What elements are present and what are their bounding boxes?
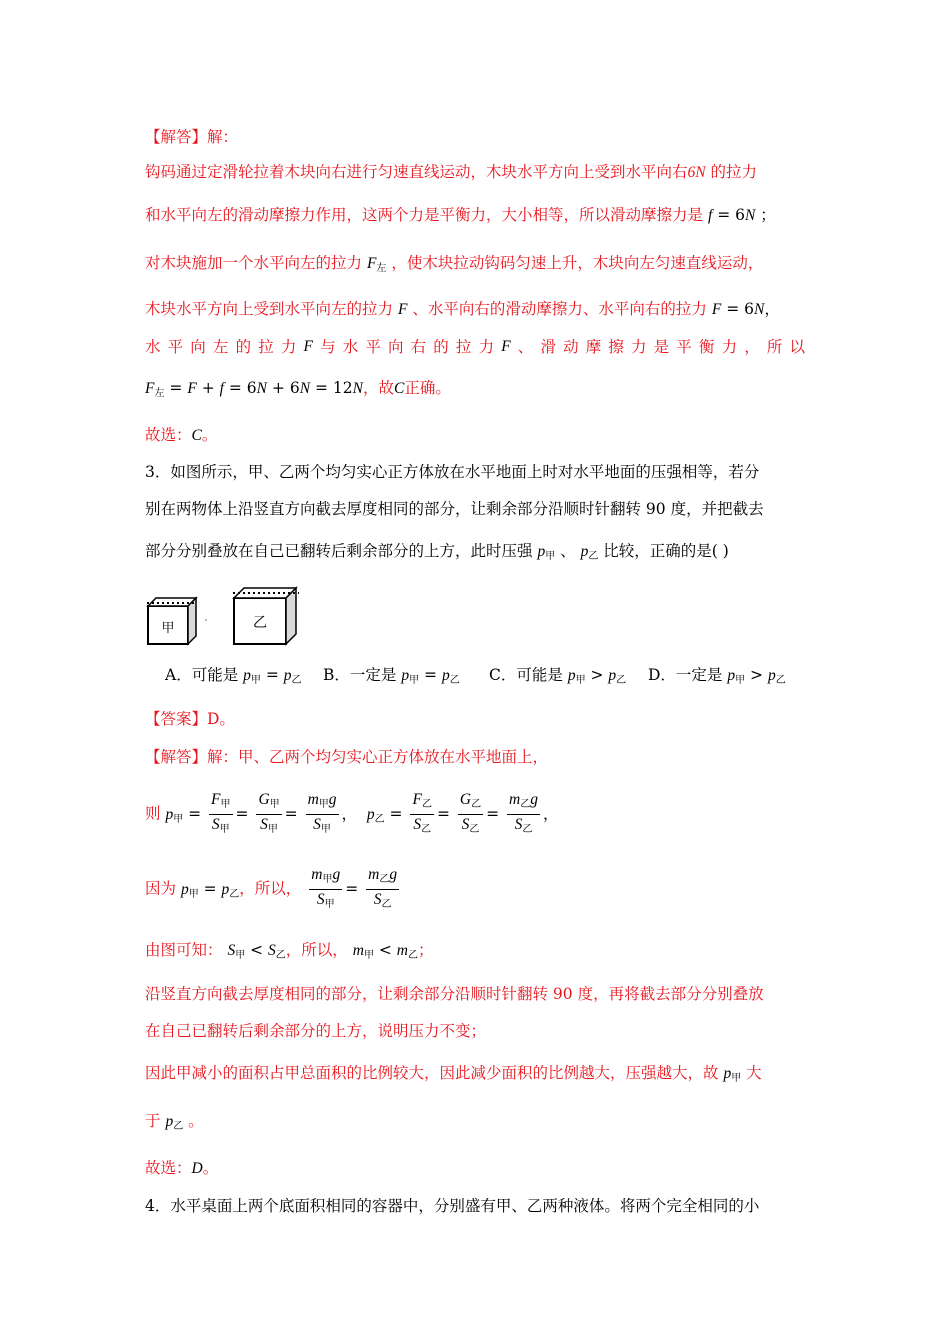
cube-yi: [233, 588, 299, 644]
cubes-figure: [145, 580, 315, 650]
jieda-label: 【解答】解：: [145, 128, 239, 146]
guxuan-line: 故选：C。: [145, 426, 218, 444]
text-line: 对木块施加一个水平向左的拉力 $F_左$ ，使木块拉动钩码匀速上升，木块向左匀速直线运动，: [145, 254, 764, 274]
q4-stem-line1: 4．水平桌面上两个底面积相同的容器中，分别盛有甲、乙两种液体。将两个完全相同的小: [145, 1197, 760, 1215]
option-c: C．可能是 $p_甲 > p_乙$: [489, 666, 627, 686]
cube-yi-label: 乙: [253, 615, 267, 631]
text-line: 沿竖直方向截去厚度相同的部分，让剩余部分沿顺时针翻转 90 度，再将截去部分分别叠放: [145, 985, 764, 1003]
text-line: 和水平向左的滑动摩擦力作用，这两个力是平衡力，大小相等，所以滑动摩擦力是 f = 6N ；: [145, 206, 776, 224]
q3-stem-line1: 3．如图所示，甲、乙两个均匀实心正方体放在水平地面上时对水平地面的压强相等，若分: [145, 463, 760, 481]
q3-jieda-intro: 【解答】解：甲、乙两个均匀实心正方体放在水平地面上，: [145, 748, 549, 766]
guxuan-line: 故选：D。: [145, 1159, 219, 1177]
option-d: D．一定是 $p_甲 > p_乙$: [648, 666, 786, 686]
cube-jia: [147, 598, 196, 644]
option-a: A．可能是 $p_甲 = p_乙$: [165, 666, 302, 686]
youtu-line: 由图可知： $S_甲 < S_乙$，所以， $m_甲 < m_乙$；: [145, 941, 434, 961]
option-b: B．一定是 $p_甲 = p_乙$: [323, 666, 460, 686]
text-line: 因此甲减小的面积占甲总面积的比例较大，因此减少面积的比例越大，压强越大，故 $p_甲$ 大: [145, 1064, 762, 1084]
text-line: 于 $p_乙$ 。: [145, 1112, 204, 1132]
formula-pressure: 则 $p_甲$ = $\frac{F_甲}{S_甲}$ = $\frac{G_甲}{S_甲}$ = $\frac{m_甲g}{S_甲}$ ， $p_乙$ = $\frac{F_乙}{S_乙}$ = $\frac{G_乙}{S_乙}$ = $\frac{m_乙g}{S_乙}$ ，: [145, 791, 559, 835]
text-line-justified: 水 平 向 左 的 拉 力 F 与 水 平 向 右 的 拉 力 F 、 滑 动 摩 擦 力 是 平 衡 力 ， 所 以: [145, 338, 805, 356]
text-line: 木块水平方向上受到水平向左的拉力 F 、水平向右的滑动摩擦力、水平向右的拉力 F = 6N，: [145, 300, 780, 318]
text-line: $F_左 = F + f = 6N + 6N = 12N$，故C正确。: [145, 379, 451, 399]
text-line: 钩码通过定滑轮拉着木块向右进行匀速直线运动，木块水平方向上受到水平向右6N 的拉力: [145, 163, 758, 181]
q3-stem-line2: 别在两物体上沿竖直方向截去厚度相同的部分，让剩余部分沿顺时针翻转 90 度，并把截去: [145, 500, 764, 518]
cube-jia-label: 甲: [161, 621, 175, 636]
text-line: 在自己已翻转后剩余部分的上方，说明压力不变；: [145, 1022, 487, 1040]
formula-equal: 因为 $p_甲 = p_乙$，所以， $\frac{m_甲g}{S_甲}$ = $\frac{m_乙g}{S_乙}$: [145, 866, 398, 910]
q3-stem-line3: 部分分别叠放在自己已翻转后剩余部分的上方，此时压强 $p_甲$ 、 $p_乙$ 比较，正确的是( ): [145, 542, 729, 562]
cubes-diagram: [145, 580, 315, 650]
answer-line: 【答案】D。: [145, 710, 235, 728]
